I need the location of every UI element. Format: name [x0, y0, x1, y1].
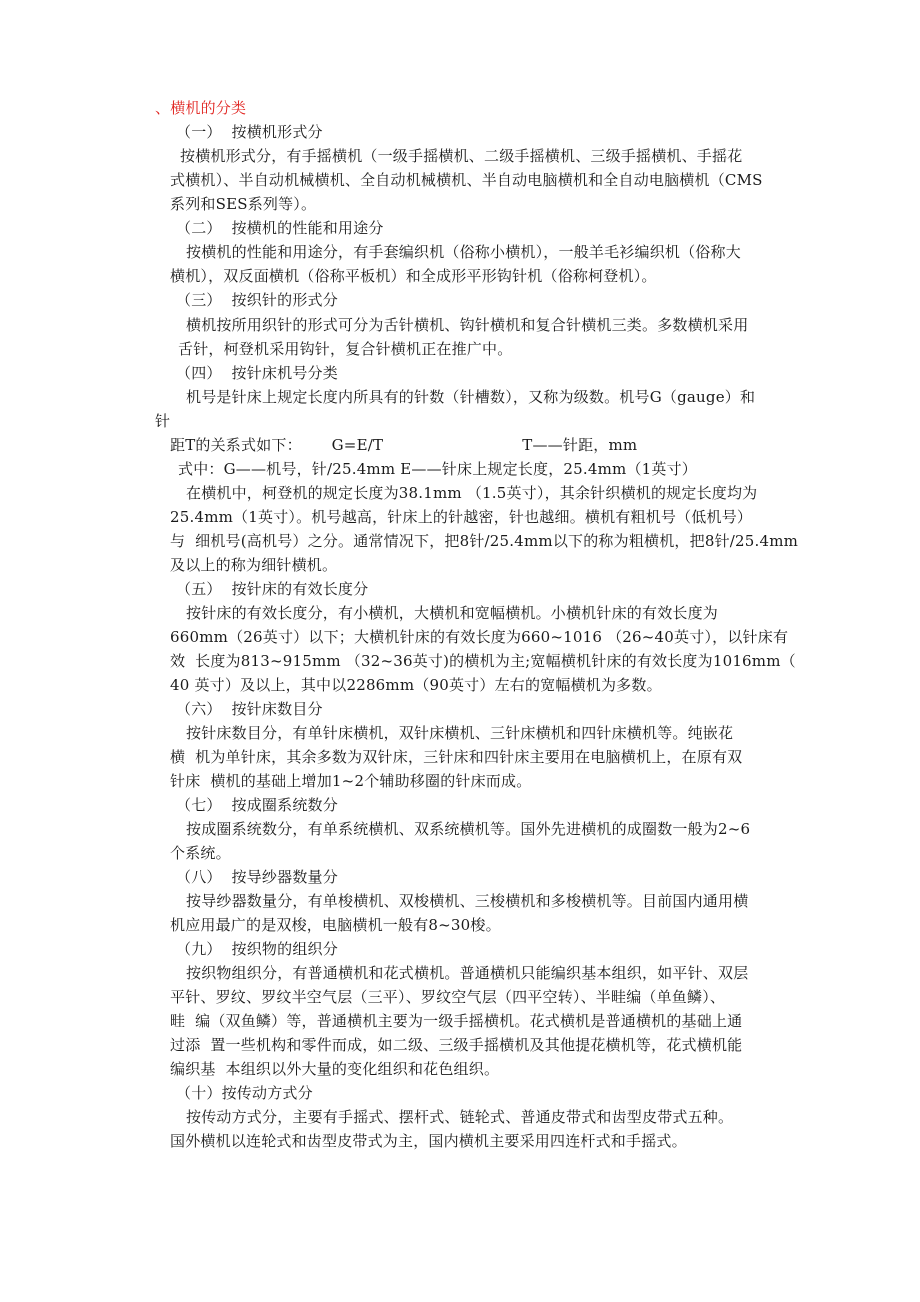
heading-1: （一） 按横机形式分: [176, 123, 323, 141]
heading-4: （四） 按针床机号分类: [176, 364, 338, 382]
paragraph-line: 畦 编（双鱼鳞）等，普通横机主要为一级手摇横机。花式横机是普通横机的基础上通: [170, 1012, 743, 1030]
paragraph-line: 系列和SES系列等）。: [170, 195, 317, 213]
paragraph-line: 式横机）、半自动机械横机、全自动机械横机、半自动电脑横机和全自动电脑横机（CMS: [170, 171, 763, 189]
paragraph-line: 25.4mm（1英寸）。机号越高，针床上的针越密，针也越细。横机有粗机号（低机号）: [170, 508, 753, 526]
paragraph-line: 与 细机号(高机号）之分。通常情况下，把8针/25.4mm以下的称为粗横机，把8针/25.4mm: [170, 532, 799, 550]
heading-3: （三） 按织针的形式分: [176, 291, 338, 309]
paragraph-line: 40 英寸）及以上，其中以2286mm（90英寸）左右的宽幅横机为多数。: [170, 676, 662, 694]
paragraph-line: 舌针，柯登机采用钩针，复合针横机正在推广中。: [178, 340, 513, 358]
section-title: 、横机的分类: [155, 99, 247, 117]
paragraph-line: 针床 横机的基础上增加1~2个辅助移圈的针床而成。: [170, 772, 532, 790]
paragraph-line: 按成圈系统数分，有单系统横机、双系统横机等。国外先进横机的成圈数一般为2~6: [186, 820, 751, 838]
paragraph-line: 式中：G——机号，针/25.4mm E——针床上规定长度，25.4mm（1英寸）: [178, 460, 697, 478]
paragraph-line: 国外横机以连轮式和齿型皮带式为主，国内横机主要采用四连杆式和手摇式。: [170, 1132, 687, 1150]
paragraph-line: 及以上的称为细针横机。: [170, 556, 338, 574]
paragraph-line: 平针、罗纹、罗纹半空气层（三平）、罗纹空气层（四平空转）、半畦编（单鱼鳞）、: [170, 988, 726, 1006]
paragraph-line: 横机按所用织针的形式可分为舌针横机、钩针横机和复合针横机三类。多数横机采用: [186, 316, 749, 334]
paragraph-line: 编织基 本组织以外大量的变化组织和花色组织。: [170, 1060, 500, 1078]
heading-6: （六） 按针床数目分: [176, 700, 323, 718]
paragraph-line: 按织物组织分，有普通横机和花式横机。普通横机只能编织基本组织，如平针、双层: [186, 964, 749, 982]
paragraph-line: 按针床数目分，有单针床横机，双针床横机、三针床横机和四针床横机等。纯嵌花: [186, 724, 734, 742]
paragraph-line: 在横机中，柯登机的规定长度为38.1mm （1.5英寸），其余针织横机的规定长度均为: [186, 484, 758, 502]
paragraph-line: 横机），双反面横机（俗称平板机）和全成形平形钩针机（俗称柯登机）。: [170, 267, 657, 285]
paragraph-line: 距T的关系式如下： G=E/T T——针距，mm: [170, 436, 638, 454]
paragraph-line: 针: [155, 412, 171, 430]
paragraph-line: 机号是针床上规定长度内所具有的针数（针槽数），又称为级数。机号G（gauge）和: [186, 388, 756, 406]
paragraph-line: 效 长度为813~915mm （32~36英寸)的横机为主;宽幅横机针床的有效长度为1016mm（: [170, 652, 796, 670]
paragraph-line: 个系统。: [170, 844, 231, 862]
paragraph-line: 按横机形式分，有手摇横机（一级手摇横机、二级手摇横机、三级手摇横机、手摇花: [180, 147, 743, 165]
paragraph-line: 按针床的有效长度分，有小横机，大横机和宽幅横机。小横机针床的有效长度为: [186, 604, 719, 622]
paragraph-line: 横 机为单针床，其余多数为双针床，三针床和四针床主要用在电脑横机上，在原有双: [170, 748, 743, 766]
paragraph-line: 按导纱器数量分，有单梭横机、双梭横机、三梭横机和多梭横机等。目前国内通用横: [186, 892, 749, 910]
paragraph-line: 660mm（26英寸）以下；大横机针床的有效长度为660~1016 （26~40英寸），以针床有: [170, 628, 789, 646]
heading-5: （五） 按针床的有效长度分: [176, 580, 369, 598]
heading-10: （十）按传动方式分: [176, 1084, 313, 1102]
heading-9: （九） 按织物的组织分: [176, 940, 338, 958]
paragraph-line: 按传动方式分，主要有手摇式、摆杆式、链轮式、普通皮带式和齿型皮带式五种。: [186, 1108, 734, 1126]
paragraph-line: 按横机的性能和用途分，有手套编织机（俗称小横机），一般羊毛衫编织机（俗称大: [186, 243, 741, 261]
heading-8: （八） 按导纱器数量分: [176, 868, 338, 886]
heading-2: （二） 按横机的性能和用途分: [176, 219, 384, 237]
paragraph-line: 机应用最广的是双梭，电脑横机一般有8~30梭。: [170, 916, 501, 934]
heading-7: （七） 按成圈系统数分: [176, 796, 338, 814]
paragraph-line: 过添 置一些机构和零件而成，如二级、三级手摇横机及其他提花横机等，花式横机能: [170, 1036, 743, 1054]
